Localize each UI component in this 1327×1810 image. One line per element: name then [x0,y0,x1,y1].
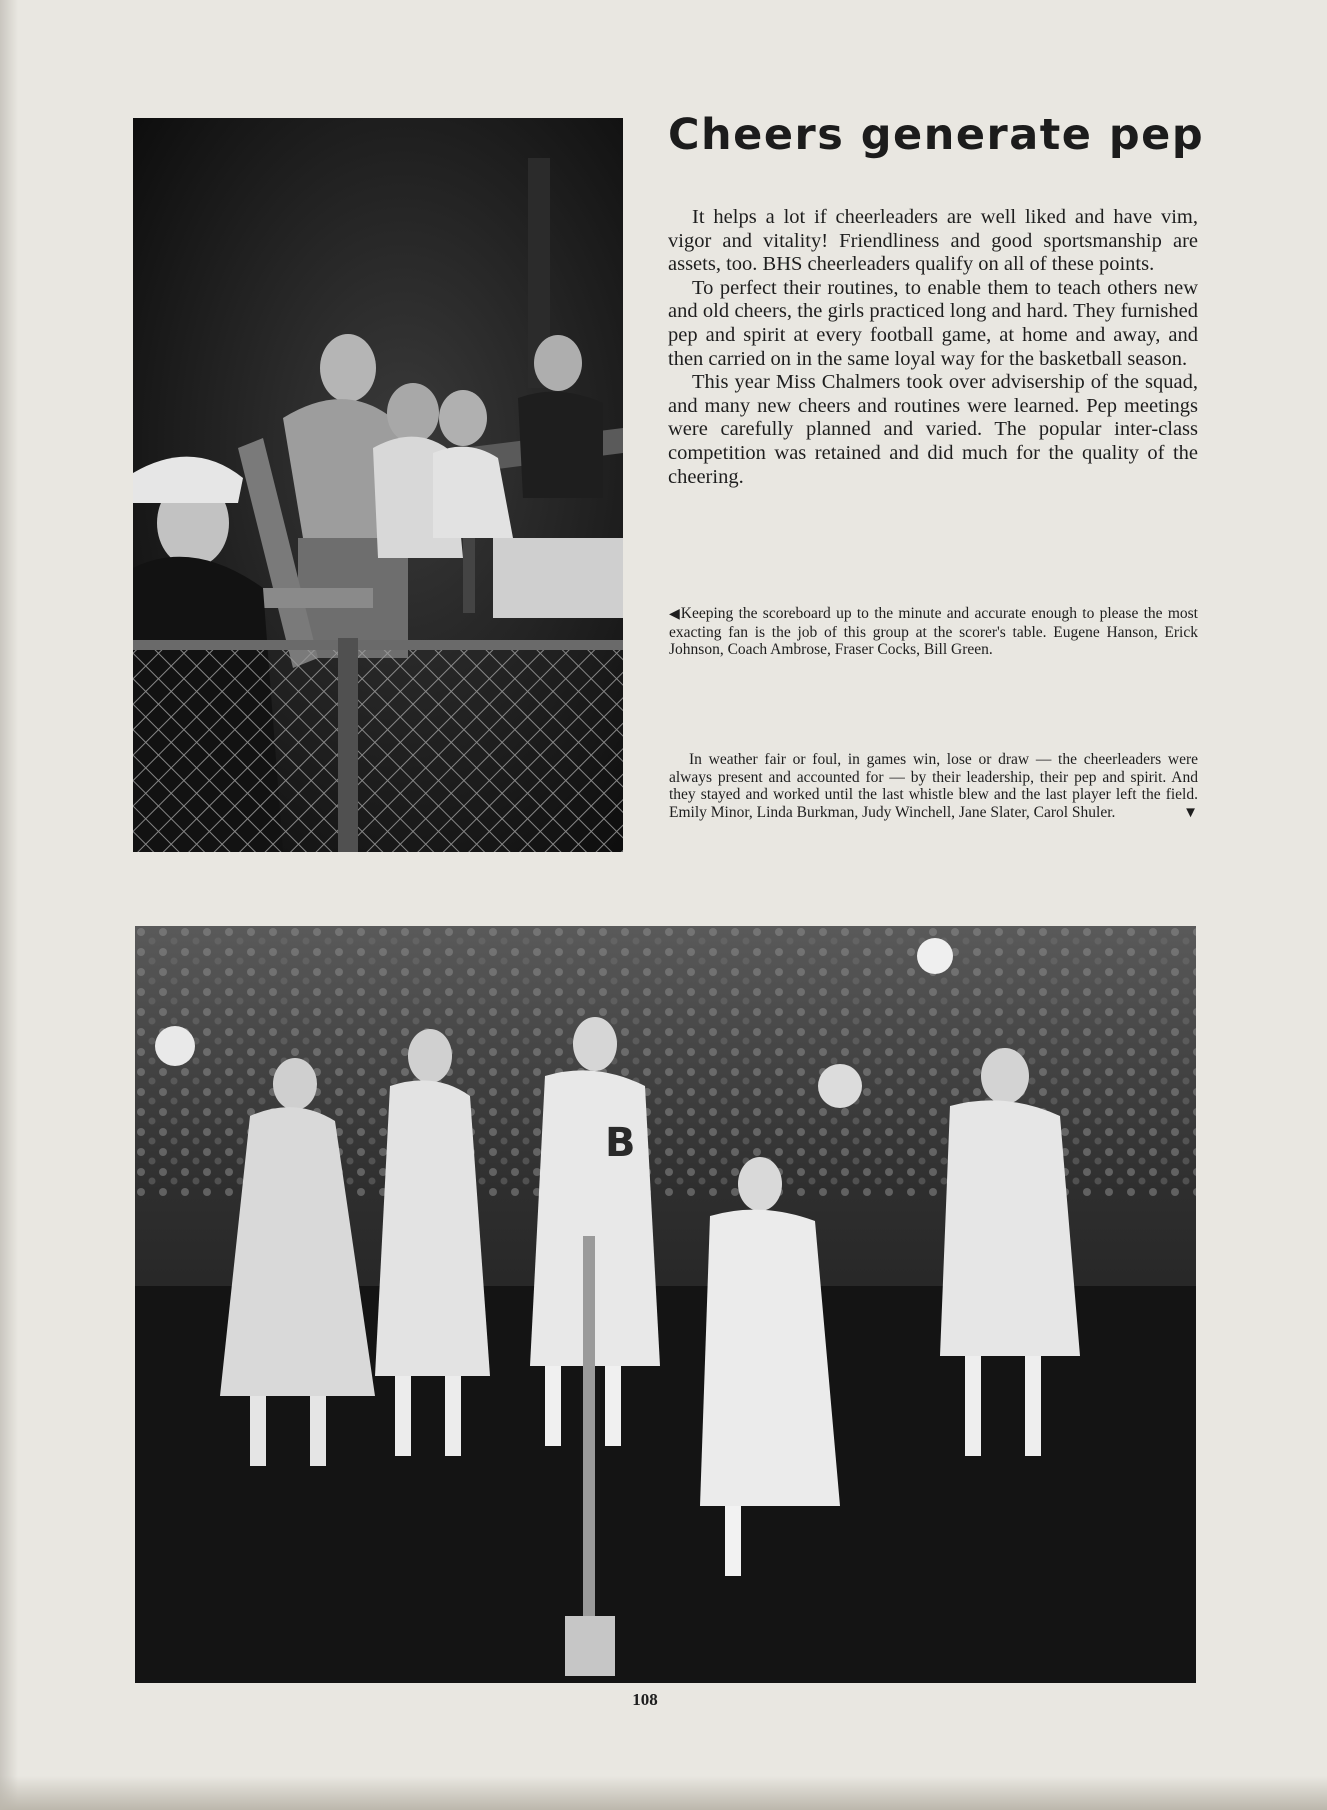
cheerleaders-photo [135,926,1196,1683]
cheerleaders-caption-text: In weather fair or foul, in games win, lose or draw — the cheerleaders were always present and accounted for — by their leadership, their pep and spirit. And they stayed and worked until the last whistle blew and the last player left the field. Emily Minor, Linda Burkman, Judy Winchell, Jane Slater, Carol Shuler. [669,751,1198,821]
page-edge-shadow [0,0,18,1810]
body-paragraph: It helps a lot if cheerleaders are well liked and have vim, vigor and vitality! Friendliness and good sportsmanship are assets, too. BHS cheerleaders qualify on all of these points. [668,206,1198,276]
arrow-left-icon: ◀ [669,607,680,622]
page-number: 108 [632,1690,658,1709]
page-bottom-shadow [0,1776,1327,1810]
scorers-table-photo [133,118,623,852]
svg-text:B: B [605,1120,636,1166]
scorers-caption-text: Keeping the scoreboard up to the minute and accurate enough to please the most exacting fan is the job of this group at the scorer's table. Eugene Hanson, Erick Johnson, Coach Ambrose, Fraser Cocks, Bill Green. [669,605,1198,659]
body-paragraph: This year Miss Chalmers took over advisership of the squad, and many new cheers and routines were learned. Pep meetings were carefully planned and varied. The popular inter-class competition was retained and did much for the quality of the cheering. [668,371,1198,488]
page-title: Cheers generate pep [668,110,1205,160]
arrow-down-icon: ▼ [1183,804,1198,821]
body-paragraph: To perfect their routines, to enable them to teach others new and old cheers, the girls practiced long and hard. They furnished pep and spirit at every football game, at home and away, and then carried on in the same loyal way for the basketball season. [668,276,1198,370]
article-body [668,206,1198,489]
scorers-caption [669,605,1198,659]
cheerleaders-caption [669,751,1198,821]
